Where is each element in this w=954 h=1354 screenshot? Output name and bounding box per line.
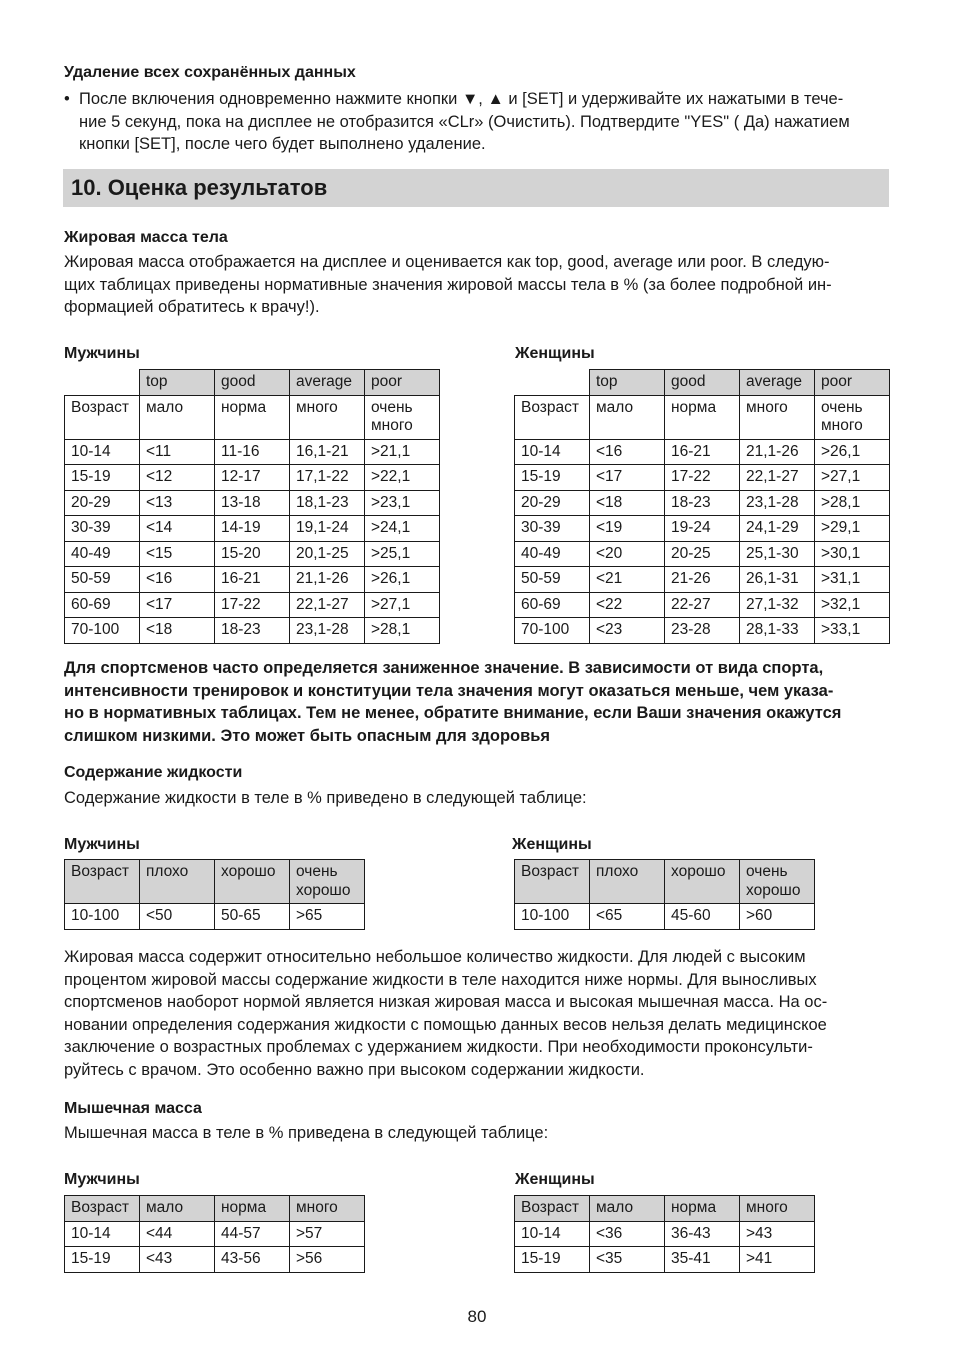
table-cell: мало [590,1196,665,1222]
table-cell: >26,1 [815,439,890,465]
table-cell: Возраст [65,860,140,904]
table-cell: <15 [140,541,215,567]
table-cell: >28,1 [815,490,890,516]
table-header-row [65,1196,365,1222]
water-women-table [514,859,815,930]
page-number: 80 [467,1307,487,1326]
table-cell: 12-17 [215,465,290,491]
table-row [515,490,890,516]
table-cell: <36 [590,1221,665,1247]
water-paragraph [64,946,890,1081]
table-cell: 22,1-27 [290,592,365,618]
table-row [65,541,440,567]
table-cell: >23,1 [365,490,440,516]
table-cell: >27,1 [365,592,440,618]
section-title: 10. Оценка результатов [71,175,328,200]
table-cell: 50-59 [65,567,140,593]
table-cell: >65 [290,904,365,930]
text-line: Для спортсменов часто определяется заниженное значение. В зависимости от вида спорта, [64,659,824,677]
table-cell: >27,1 [815,465,890,491]
water-men-table [64,859,365,930]
table-cell: <22 [590,592,665,618]
table-cell: Возраст [65,395,140,439]
table-cell: <16 [140,567,215,593]
table-cell: 40-49 [65,541,140,567]
table-cell: 10-14 [515,1221,590,1247]
table-cell: 26,1-31 [740,567,815,593]
table-cell: 21,1-26 [740,439,815,465]
table-header-row [65,370,440,396]
table-row [515,567,890,593]
table-cell: >41 [740,1247,815,1273]
table-cell: очень много [365,395,440,439]
table-cell: >24,1 [365,516,440,542]
text-line: спортсменов наоборот нормой является низкая жировая масса и высокая мышечная масса. На ос- [64,993,828,1011]
fat-men-table [64,369,440,644]
table-cell: poor [365,370,440,396]
table-cell: норма [215,395,290,439]
table-cell: <17 [590,465,665,491]
table-cell: много [740,395,815,439]
table-cell: 15-19 [65,1247,140,1273]
table-row [515,541,890,567]
table-cell: top [590,370,665,396]
table-cell: 43-56 [215,1247,290,1273]
table-cell: <50 [140,904,215,930]
table-cell: <19 [590,516,665,542]
table-row [65,516,440,542]
table-cell: 23,1-28 [290,618,365,644]
table-cell: 18,1-23 [290,490,365,516]
table-cell: очень хорошо [290,860,365,904]
athletes-note [64,657,890,747]
table-cell: 23-28 [665,618,740,644]
table-cell: очень много [815,395,890,439]
table-cell: норма [215,1196,290,1222]
table-cell: 19-24 [665,516,740,542]
text-line: новании определения содержания жидкости с помощью данных весов нельзя делать медицинское [64,1015,827,1034]
table-cell: 11-16 [215,439,290,465]
text-line: процентом жировой массы содержание жидкости в теле находится ниже нормы. Для выносливых [64,970,817,989]
table-row [65,439,440,465]
table-cell: >31,1 [815,567,890,593]
table-cell: 10-100 [515,904,590,930]
table-row [515,618,890,644]
table-row [515,1247,815,1273]
table-cell: 16-21 [215,567,290,593]
table-row [515,592,890,618]
table-row [65,395,440,439]
table-cell [515,370,590,396]
table-cell: >33,1 [815,618,890,644]
table-cell: average [740,370,815,396]
table-cell: 70-100 [515,618,590,644]
table-cell: 15-19 [515,1247,590,1273]
table-row [515,439,890,465]
table-cell: 25,1-30 [740,541,815,567]
table-cell: 19,1-24 [290,516,365,542]
table-cell: 18-23 [665,490,740,516]
table-cell: <35 [590,1247,665,1273]
table-row [515,516,890,542]
table-cell: много [740,1196,815,1222]
table-cell: <43 [140,1247,215,1273]
table-row [515,465,890,491]
table-cell [65,370,140,396]
fat-women-table [514,369,890,644]
text-line: интенсивности тренировок и конституции тела значения могут оказаться меньше, чем указа- [64,681,834,700]
table-cell: мало [590,395,665,439]
table-cell: норма [665,1196,740,1222]
table-row [65,465,440,491]
text-line: После включения одновременно нажмите кнопки ▼, ▲ и [SET] и удерживайте их нажатыми в тече- [79,90,844,108]
fat-women-label: Женщины [515,345,595,362]
table-cell: мало [140,395,215,439]
table-cell: 45-60 [665,904,740,930]
table-row [65,904,365,930]
table-row [65,567,440,593]
table-header-row [515,860,815,904]
table-cell: >43 [740,1221,815,1247]
table-cell: 35-41 [665,1247,740,1273]
table-cell: Возраст [515,1196,590,1222]
text-line: но в нормативных таблицах. Тем не менее, обратите внимание, если Ваши значения окажутся [64,704,842,722]
table-cell: >57 [290,1221,365,1247]
table-cell: 60-69 [515,592,590,618]
table-cell: average [290,370,365,396]
table-cell: Возраст [515,860,590,904]
fat-heading: Жировая масса тела [64,229,228,246]
table-cell: good [215,370,290,396]
table-cell: мало [140,1196,215,1222]
table-cell: 21-26 [665,567,740,593]
water-intro: Содержание жидкости в теле в % приведено в следующей таблице: [64,789,587,807]
text-line: Жировая масса отображается на дисплее и оценивается как top, good, average или poor. В следую- [64,253,830,271]
text-line: щих таблицах приведены нормативные значения жировой массы тела в % (за более подробной ин- [64,275,832,294]
muscle-intro: Мышечная масса в теле в % приведена в следующей таблице: [64,1124,549,1142]
table-cell: 15-19 [515,465,590,491]
table-cell: >56 [290,1247,365,1273]
table-cell: 24,1-29 [740,516,815,542]
table-cell: 18-23 [215,618,290,644]
table-cell: очень хорошо [740,860,815,904]
table-row [515,1221,815,1247]
text-line: Жировая масса содержит относительно небольшое количество жидкости. Для людей с высоким [64,948,806,966]
table-cell: <65 [590,904,665,930]
table-cell: <14 [140,516,215,542]
table-cell: 15-20 [215,541,290,567]
table-cell: 16,1-21 [290,439,365,465]
table-cell: много [290,1196,365,1222]
text-line: руйтесь с врачом. Это особенно важно при высоком содержании жидкости. [64,1060,645,1079]
table-cell: >30,1 [815,541,890,567]
table-cell: >28,1 [365,618,440,644]
table-cell: >26,1 [365,567,440,593]
text-line: слишком низкими. Это может быть опасным для здоровья [64,726,551,745]
muscle-women-table [514,1195,815,1273]
table-cell: 15-19 [65,465,140,491]
table-cell: >32,1 [815,592,890,618]
water-men-label: Мужчины [64,836,140,853]
table-cell: 20,1-25 [290,541,365,567]
table-cell: норма [665,395,740,439]
table-cell: 14-19 [215,516,290,542]
table-cell: много [290,395,365,439]
table-cell: >60 [740,904,815,930]
text-line: формацией обратитесь к врачу!). [64,298,320,316]
table-cell: 16-21 [665,439,740,465]
table-cell: плохо [140,860,215,904]
table-cell: 10-100 [65,904,140,930]
table-cell: 28,1-33 [740,618,815,644]
table-cell: 30-39 [65,516,140,542]
table-row [65,592,440,618]
text-line: заключение о возрастных проблемах с удержанием жидкости. При необходимости проконсульти- [64,1038,813,1056]
table-cell: плохо [590,860,665,904]
table-cell: <17 [140,592,215,618]
table-cell: 36-43 [665,1221,740,1247]
fat-men-label: Мужчины [64,345,140,362]
table-row [65,1247,365,1273]
table-cell: 10-14 [65,439,140,465]
table-row [65,490,440,516]
table-cell: >25,1 [365,541,440,567]
table-cell: >22,1 [365,465,440,491]
table-cell: poor [815,370,890,396]
table-row [515,395,890,439]
table-cell: 17-22 [665,465,740,491]
water-heading: Содержание жидкости [64,764,243,781]
table-cell: >21,1 [365,439,440,465]
table-cell: 22,1-27 [740,465,815,491]
table-cell: 23,1-28 [740,490,815,516]
table-cell: 20-29 [515,490,590,516]
table-cell: 20-25 [665,541,740,567]
table-cell: <12 [140,465,215,491]
text-line: кнопки [SET], после чего будет выполнено удаление. [79,135,486,153]
table-cell: <20 [590,541,665,567]
table-cell: 50-59 [515,567,590,593]
table-cell: <44 [140,1221,215,1247]
table-cell: 44-57 [215,1221,290,1247]
table-cell: <23 [590,618,665,644]
table-cell: <11 [140,439,215,465]
table-header-row [515,1196,815,1222]
table-cell: <21 [590,567,665,593]
text-line: ние 5 секунд, пока на дисплее не отобразится «CLr» (Очистить). Подтвердите "YES" ( Да) нажатием [79,112,850,131]
table-cell: <16 [590,439,665,465]
delete-data-heading: Удаление всех сохранённых данных [64,64,356,81]
table-cell: 27,1-32 [740,592,815,618]
table-cell: good [665,370,740,396]
table-cell: top [140,370,215,396]
table-cell: Возраст [515,395,590,439]
table-row [515,904,815,930]
table-row [65,618,440,644]
section-title-bar [63,169,889,207]
muscle-heading: Мышечная масса [64,1100,202,1117]
table-cell: 10-14 [515,439,590,465]
table-cell: 10-14 [65,1221,140,1247]
table-cell: 50-65 [215,904,290,930]
fat-paragraph [64,251,890,319]
table-cell: 30-39 [515,516,590,542]
table-cell: 20-29 [65,490,140,516]
table-cell: 70-100 [65,618,140,644]
bullet-dot: • [64,90,70,108]
table-cell: 60-69 [65,592,140,618]
table-cell: <13 [140,490,215,516]
table-cell: 40-49 [515,541,590,567]
table-cell: 17-22 [215,592,290,618]
table-row [65,1221,365,1247]
muscle-men-table [64,1195,365,1273]
table-cell: <18 [590,490,665,516]
table-cell: >29,1 [815,516,890,542]
muscle-men-label: Мужчины [64,1171,140,1188]
table-cell: хорошо [215,860,290,904]
table-header-row [515,370,890,396]
table-cell: 17,1-22 [290,465,365,491]
table-cell: <18 [140,618,215,644]
table-cell: 13-18 [215,490,290,516]
muscle-women-label: Женщины [515,1171,595,1188]
water-women-label: Женщины [512,836,592,853]
table-cell: 22-27 [665,592,740,618]
table-cell: 21,1-26 [290,567,365,593]
table-cell: Возраст [65,1196,140,1222]
table-cell: хорошо [665,860,740,904]
table-header-row [65,860,365,904]
